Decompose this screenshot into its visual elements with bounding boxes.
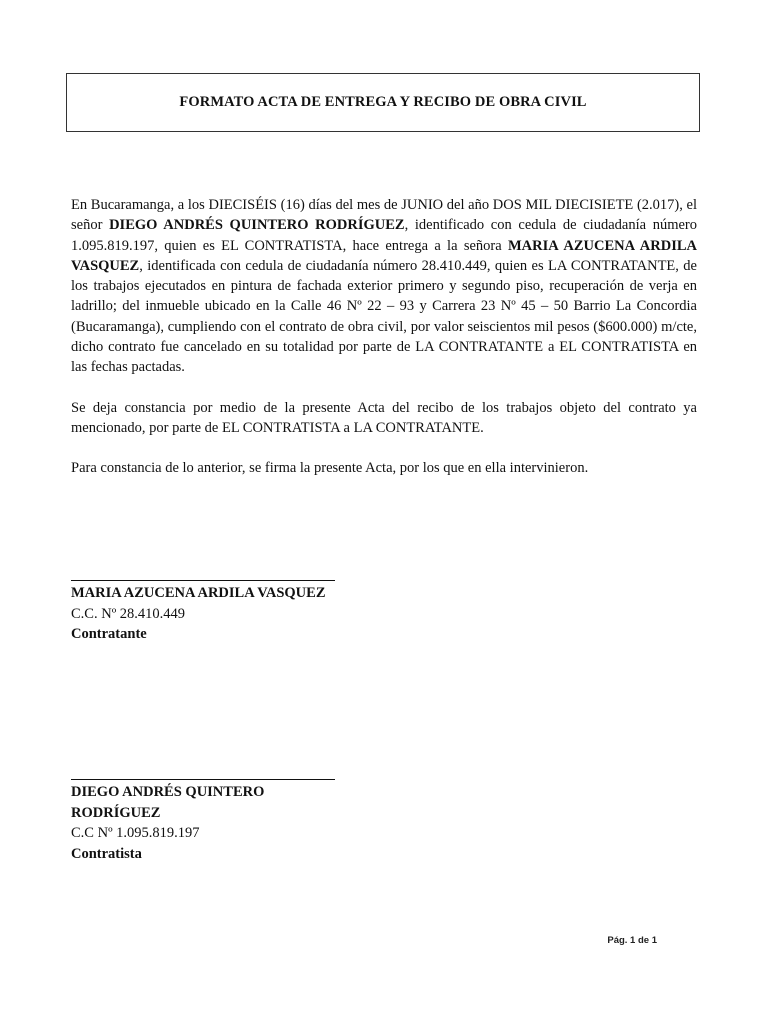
paragraph-delivery-part1: En Bucaramanga, a los DIECISÉIS (16) días del mes de JUNIO del año DOS MIL DIECISIETE (2.017), el señor xyxy=(71,197,697,234)
paragraph-receipt: Se deja constancia por medio de la presente Acta del recibo de los trabajos objeto del contrato ya mencionado, por parte de EL CONTRATISTA a LA CONTRATANTE. xyxy=(71,399,697,436)
paragraph-delivery-part2: , identificado con cedula de ciudadanía número 1.095.819.197, quien es EL CONTRATISTA, hace entrega a la señora xyxy=(71,217,697,254)
document-body xyxy=(71,195,697,479)
signature-role: Contratista xyxy=(71,845,142,862)
document-title: FORMATO ACTA DE ENTREGA Y RECIBO DE OBRA CIVIL xyxy=(179,94,587,110)
signature-id: C.C. Nº 28.410.449 xyxy=(71,605,186,622)
paragraph-delivery xyxy=(71,195,697,378)
page-number: Pág. 1 de 1 xyxy=(607,935,657,946)
paragraph-delivery-part3: , identificada con cedula de ciudadanía número 28.410.449, quien es LA CONTRATANTE, de los trabajos ejecutados en pintura de fachada exterior primero y segundo piso, recuperación de verja en ladrillo; del inmueble ubicado en la Calle 46 Nº 22 – 93 y Carrera 23 Nº 45 – 50 Barrio La Concordia (Bucaramanga), cumpliendo con el contrato de obra civil, por valor seiscientos mil pesos ($600.000) m/cte, dicho contrato fue cancelado en su totalidad por parte de LA CONTRATANTE a EL CONTRATISTA en las fechas pactadas. xyxy=(71,257,697,376)
signature-line xyxy=(71,779,335,780)
signature-line xyxy=(71,580,335,581)
signature-block-contractor xyxy=(71,779,341,864)
signature-id: C.C Nº 1.095.819.197 xyxy=(71,825,200,841)
client-name-inline: MARIA AZUCENA ARDILA VASQUEZ xyxy=(71,237,697,274)
signature-name: DIEGO ANDRÉS QUINTERO RODRÍGUEZ xyxy=(71,784,265,821)
paragraph-closing: Para constancia de lo anterior, se firma la presente Acta, por los que en ella intervinieron. xyxy=(71,460,589,477)
signature-block-client xyxy=(71,580,341,645)
signature-role: Contratante xyxy=(71,626,147,642)
document-title-box xyxy=(66,73,700,132)
signature-name: MARIA AZUCENA ARDILA VASQUEZ xyxy=(71,585,326,601)
contractor-name-inline: DIEGO ANDRÉS QUINTERO RODRÍGUEZ xyxy=(109,217,405,234)
